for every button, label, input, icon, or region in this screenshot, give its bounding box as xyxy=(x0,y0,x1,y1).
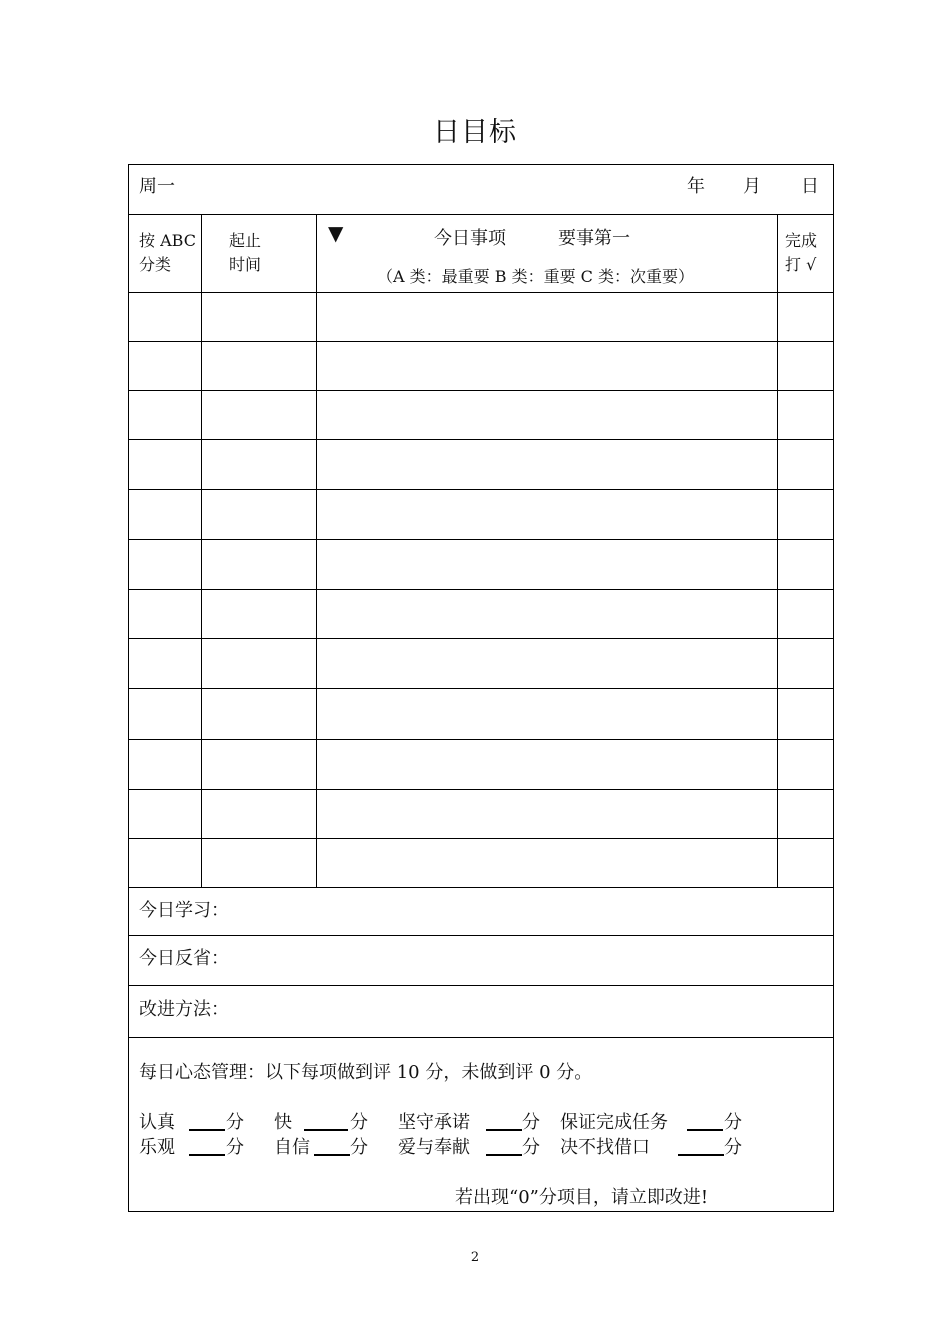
task-done-cell[interactable] xyxy=(779,689,833,739)
score-blank-input[interactable] xyxy=(486,1111,522,1131)
divider xyxy=(129,887,833,888)
score-unit: 分 xyxy=(350,1137,368,1158)
divider xyxy=(129,985,833,986)
task-category-cell[interactable] xyxy=(130,540,201,589)
task-item-cell[interactable] xyxy=(318,440,777,489)
task-category-cell[interactable] xyxy=(130,293,201,341)
task-category-cell[interactable] xyxy=(130,839,201,887)
mindset-item-label: 爱与奉献 xyxy=(398,1137,470,1158)
task-done-cell[interactable] xyxy=(779,790,833,838)
task-item-cell[interactable] xyxy=(318,540,777,589)
task-item-cell[interactable] xyxy=(318,293,777,341)
task-time-cell[interactable] xyxy=(203,342,316,390)
task-item-cell[interactable] xyxy=(318,490,777,539)
task-time-cell[interactable] xyxy=(203,790,316,838)
mindset-item-label: 快 xyxy=(274,1112,292,1133)
score-blank-input[interactable] xyxy=(189,1111,225,1131)
items-header-subtitle: （A 类：最重要 B 类：重要 C 类：次重要） xyxy=(377,267,694,286)
score-blank-input[interactable] xyxy=(486,1136,522,1156)
daily-goal-form xyxy=(128,164,834,1212)
score-unit: 分 xyxy=(226,1112,244,1133)
month-label: 月 xyxy=(743,176,761,197)
task-category-cell[interactable] xyxy=(130,391,201,439)
task-time-cell[interactable] xyxy=(203,590,316,638)
page-number: 2 xyxy=(470,1250,480,1265)
score-unit: 分 xyxy=(522,1137,540,1158)
task-item-cell[interactable] xyxy=(318,391,777,439)
reflection-label: 今日反省： xyxy=(139,948,229,969)
task-time-cell[interactable] xyxy=(203,639,316,688)
done-header-line2: 打 √ xyxy=(785,255,817,274)
score-unit: 分 xyxy=(724,1112,742,1133)
year-label: 年 xyxy=(687,176,705,197)
divider xyxy=(129,214,833,215)
column-divider xyxy=(201,214,202,887)
study-label: 今日学习： xyxy=(139,900,229,921)
task-done-cell[interactable] xyxy=(779,639,833,688)
task-item-cell[interactable] xyxy=(318,590,777,638)
category-header-line1: 按 ABC xyxy=(139,231,196,250)
page-title: 日目标 xyxy=(433,117,517,148)
task-category-cell[interactable] xyxy=(130,490,201,539)
task-category-cell[interactable] xyxy=(130,689,201,739)
score-blank-input[interactable] xyxy=(678,1136,724,1156)
task-category-cell[interactable] xyxy=(130,342,201,390)
day-label: 日 xyxy=(801,176,819,197)
done-header-line1: 完成 xyxy=(785,231,818,250)
category-header-line2: 分类 xyxy=(139,255,172,274)
improvement-label: 改进方法： xyxy=(139,999,229,1020)
mindset-note: 若出现“0”分项目，请立即改进! xyxy=(455,1187,709,1208)
mindset-item-label: 坚守承诺 xyxy=(398,1112,470,1133)
task-category-cell[interactable] xyxy=(130,790,201,838)
column-divider xyxy=(777,214,778,887)
task-done-cell[interactable] xyxy=(779,590,833,638)
task-time-cell[interactable] xyxy=(203,391,316,439)
divider xyxy=(129,935,833,936)
mindset-item-label: 自信 xyxy=(274,1137,310,1158)
task-time-cell[interactable] xyxy=(203,490,316,539)
mindset-item-label: 决不找借口 xyxy=(560,1137,650,1158)
task-item-cell[interactable] xyxy=(318,790,777,838)
score-blank-input[interactable] xyxy=(189,1136,225,1156)
score-unit: 分 xyxy=(226,1137,244,1158)
task-category-cell[interactable] xyxy=(130,440,201,489)
task-done-cell[interactable] xyxy=(779,490,833,539)
task-done-cell[interactable] xyxy=(779,440,833,489)
score-unit: 分 xyxy=(724,1137,742,1158)
time-header-line2: 时间 xyxy=(229,255,262,274)
task-item-cell[interactable] xyxy=(318,639,777,688)
task-category-cell[interactable] xyxy=(130,740,201,789)
task-time-cell[interactable] xyxy=(203,740,316,789)
task-time-cell[interactable] xyxy=(203,839,316,887)
task-category-cell[interactable] xyxy=(130,590,201,638)
task-done-cell[interactable] xyxy=(779,342,833,390)
task-item-cell[interactable] xyxy=(318,839,777,887)
score-blank-input[interactable] xyxy=(304,1111,348,1131)
time-header-line1: 起止 xyxy=(229,231,262,250)
task-item-cell[interactable] xyxy=(318,342,777,390)
task-done-cell[interactable] xyxy=(779,391,833,439)
mindset-item-label: 认真 xyxy=(139,1112,175,1133)
task-time-cell[interactable] xyxy=(203,440,316,489)
task-time-cell[interactable] xyxy=(203,293,316,341)
mindset-item-label: 保证完成任务 xyxy=(560,1112,668,1133)
column-divider xyxy=(316,214,317,887)
mindset-item-label: 乐观 xyxy=(139,1137,175,1158)
score-unit: 分 xyxy=(350,1112,368,1133)
task-done-cell[interactable] xyxy=(779,839,833,887)
mindset-intro: 每日心态管理：以下每项做到评 10 分，未做到评 0 分。 xyxy=(139,1062,593,1083)
task-done-cell[interactable] xyxy=(779,540,833,589)
weekday-label: 周一 xyxy=(139,176,175,197)
task-category-cell[interactable] xyxy=(130,639,201,688)
divider xyxy=(129,1037,833,1038)
score-unit: 分 xyxy=(522,1112,540,1133)
task-done-cell[interactable] xyxy=(779,740,833,789)
task-item-cell[interactable] xyxy=(318,740,777,789)
items-header-title: 今日事项 xyxy=(434,228,506,249)
task-done-cell[interactable] xyxy=(779,293,833,341)
score-blank-input[interactable] xyxy=(687,1111,723,1131)
task-item-cell[interactable] xyxy=(318,689,777,739)
score-blank-input[interactable] xyxy=(314,1136,350,1156)
task-time-cell[interactable] xyxy=(203,689,316,739)
triangle-marker-icon: ▼ xyxy=(328,221,344,245)
task-time-cell[interactable] xyxy=(203,540,316,589)
items-header-priority: 要事第一 xyxy=(558,228,630,249)
